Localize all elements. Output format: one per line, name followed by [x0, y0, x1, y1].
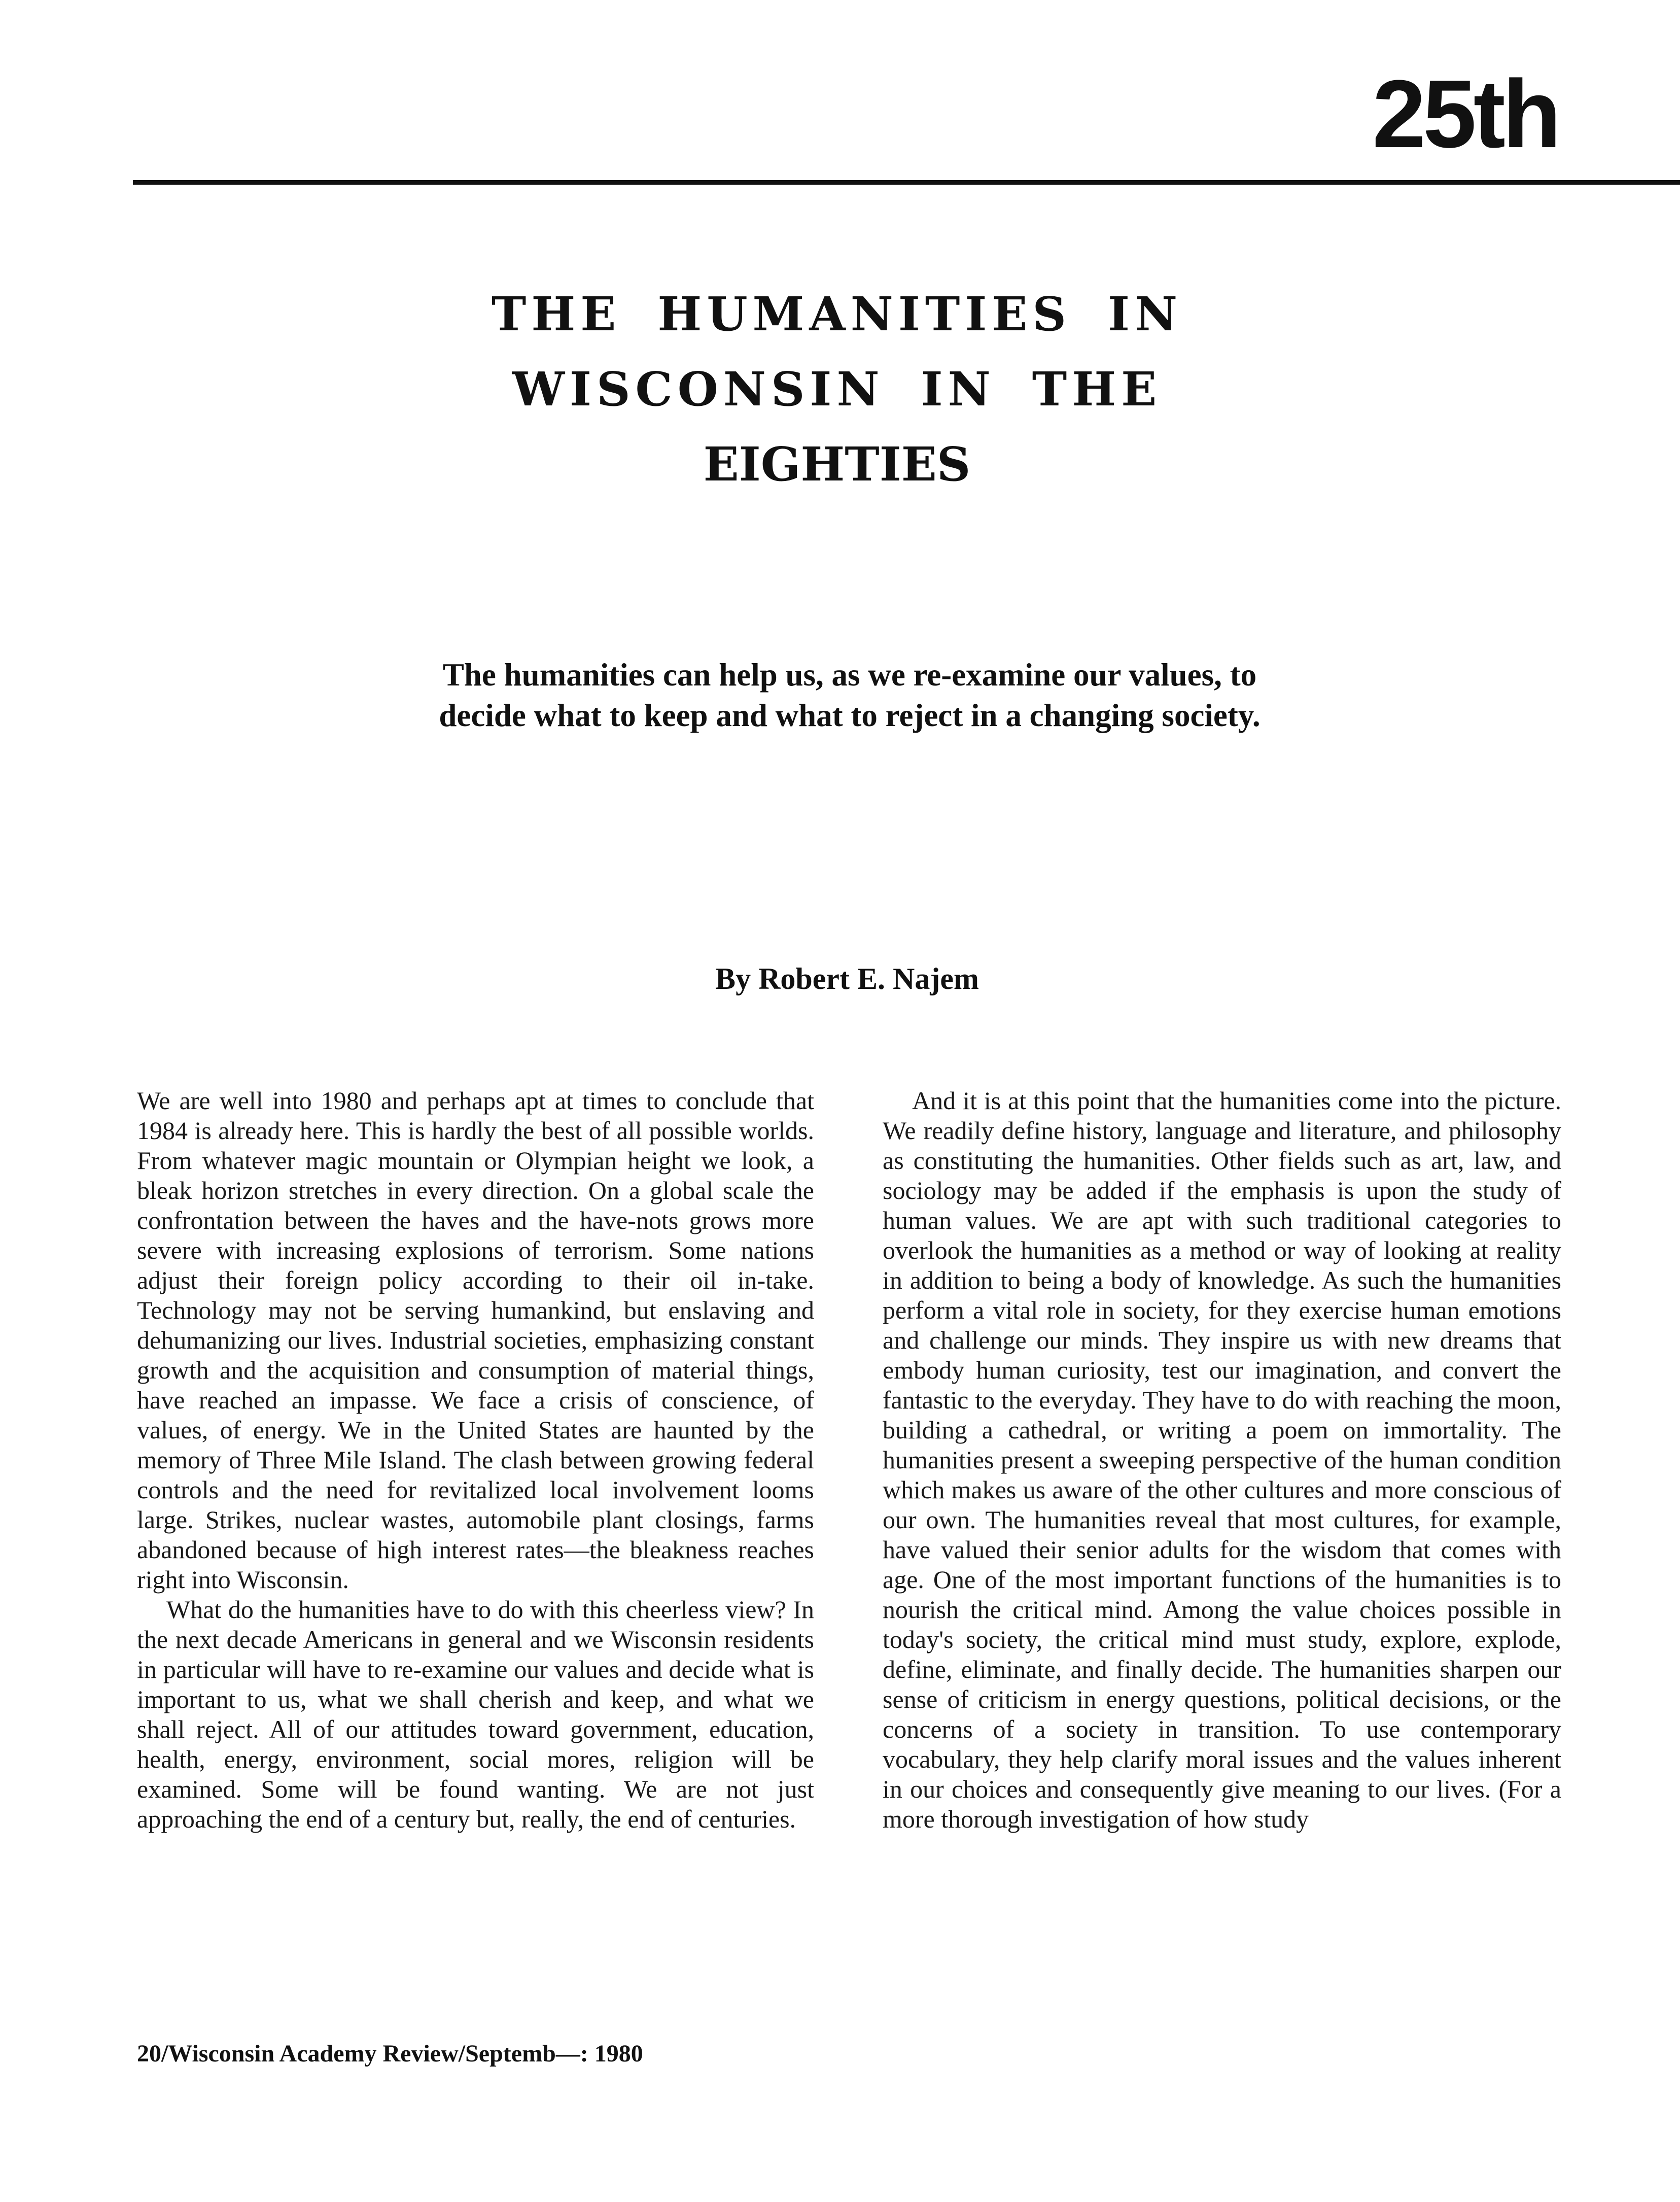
title-line-1: THE HUMANITIES IN	[491, 287, 1183, 341]
left-column	[137, 1086, 814, 1834]
right-column	[883, 1086, 1561, 1834]
article-title	[457, 277, 1217, 502]
byline: By Robert E. Najem	[715, 962, 979, 995]
page-footer: 20/Wisconsin Academy Review/Septemb—: 1980	[137, 2040, 643, 2067]
header-rule	[133, 180, 1680, 185]
title-line-3: EIGHTIES	[703, 437, 971, 492]
title-line-2: WISCONSIN IN THE	[512, 362, 1162, 417]
subtitle-line-2: decide what to keep and what to reject in a changing society.	[439, 698, 1261, 733]
article-subtitle	[370, 655, 1329, 736]
paragraph: What do the humanities have to do with this cheerless view? In the next decade Americans in general and we Wisconsin residents in particular will have to re-examine our values and decide what is important to us, what we shall cherish and keep, and what we shall reject. All of our attitudes toward government, education, health, energy, environment, social mores, religion will be examined. Some will be found wanting. We are not just approaching the end of a century but, really, the end of centuries.	[137, 1595, 814, 1833]
paragraph: We are well into 1980 and perhaps apt at times to conclude that 1984 is already here. This is hardly the best of all possible worlds. From whatever magic mountain or Olympian height we look, a bleak horizon stretches in every direction. On a global scale the confrontation between the haves and the have-nots grows more severe with increasing explosions of terrorism. Some nations adjust their foreign policy according to their oil in-take. Technology may not be serving humankind, but enslaving and dehumanizing our lives. Industrial societies, emphasizing constant growth and the acquisition and consumption of material things, have reached an impasse. We face a crisis of conscience, of values, of energy. We in the United States are haunted by the memory of Three Mile Island. The clash between growing federal controls and the need for revitalized local involvement looms large. Strikes, nuclear wastes, automobile plant closings, farms abandoned because of high interest rates—the bleakness reaches right into Wisconsin.	[137, 1086, 814, 1594]
subtitle-line-1: The humanities can help us, as we re-examine our values, to	[442, 657, 1257, 693]
edition-mark: 25th	[1372, 60, 1558, 168]
paragraph: And it is at this point that the humanities come into the picture. We readily define history, language and literature, and philosophy as constituting the humanities. Other fields such as art, law, and sociology may be added if the emphasis is upon the study of human values. We are apt with such traditional categories to overlook the humanities as a method or way of looking at reality in addition to being a body of knowledge. As such the humanities perform a vital role in society, for they exercise human emotions and challenge our minds. They inspire us with new dreams that embody human curiosity, test our imagination, and convert the fantastic to the everyday. They have to do with reaching the moon, building a cathedral, or writing a poem on immortality. The humanities present a sweeping perspective of the human condition which makes us aware of the other cultures and more conscious of our own. The humanities reveal that most cultures, for example, have valued their senior adults for the wisdom that comes with age. One of the most important functions of the humanities is to nourish the critical mind. Among the value choices possible in today's society, the critical mind must study, explore, explode, define, eliminate, and finally decide. The humanities sharpen our sense of criticism in energy questions, political decisions, or the concerns of a society in transition. To use contemporary vocabulary, they help clarify moral issues and the values inherent in our choices and consequently give meaning to our lives. (For a more thorough investigation of how study	[883, 1086, 1561, 1833]
